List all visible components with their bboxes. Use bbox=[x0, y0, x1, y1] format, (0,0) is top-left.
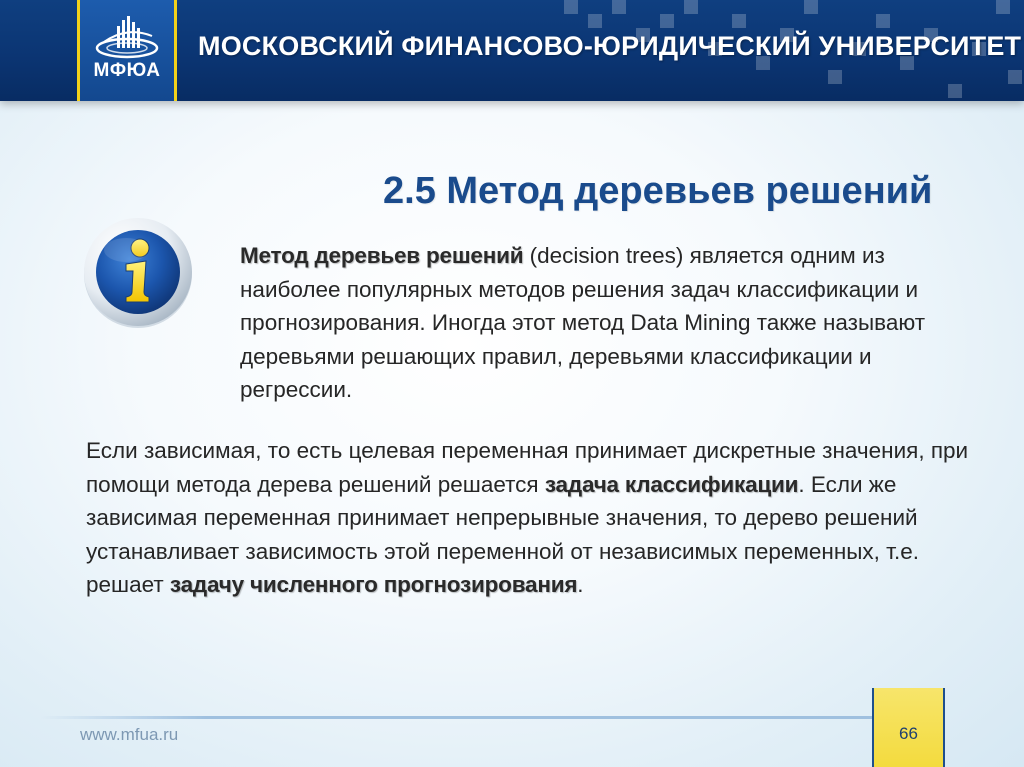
header-bar bbox=[0, 0, 1024, 101]
paragraph-explanation-text-c: . bbox=[577, 572, 584, 598]
info-icon bbox=[82, 216, 194, 328]
logo-text: МФЮА bbox=[93, 60, 161, 81]
paragraph-definition-text: (decision trees) является одним из наиболее популярных методов решения задач классификации и прогнозирования. Иногда этот метод Data Mining также называют деревьями решающих правил, деревьями классификации и регрессии. bbox=[240, 243, 926, 403]
paragraph-definition bbox=[240, 239, 980, 407]
logo-box[interactable] bbox=[77, 0, 177, 101]
university-name: МОСКОВСКИЙ ФИНАНСОВО-ЮРИДИЧЕСКИЙ УНИВЕРСИТЕТ bbox=[198, 31, 1022, 61]
slide-title: 2.5 Метод деревьев решений bbox=[383, 170, 933, 212]
page-number-box bbox=[872, 688, 945, 767]
term-numeric-forecasting-task: задачу численного прогнозирования bbox=[169, 572, 578, 598]
footer-divider bbox=[40, 716, 872, 719]
term-decision-trees-method: Метод деревьев решений bbox=[240, 243, 524, 268]
paragraph-explanation bbox=[86, 434, 986, 602]
paragraph-explanation-text-a: Если зависимая, то есть целевая переменная принимает дискретные значения, при помощи метода дерева решений решается bbox=[86, 438, 969, 497]
page-number: 66 bbox=[899, 724, 918, 743]
university-emblem-icon bbox=[94, 12, 160, 64]
term-classification-task: задача классификации bbox=[544, 471, 799, 497]
paragraph-explanation-text-b: . Если же зависимая переменная принимает непрерывные значения, то дерево решений устанавливает зависимость этой переменной от независимых переменных, т.е. решает bbox=[86, 471, 920, 598]
footer-url-link[interactable]: www.mfua.ru bbox=[80, 725, 179, 744]
